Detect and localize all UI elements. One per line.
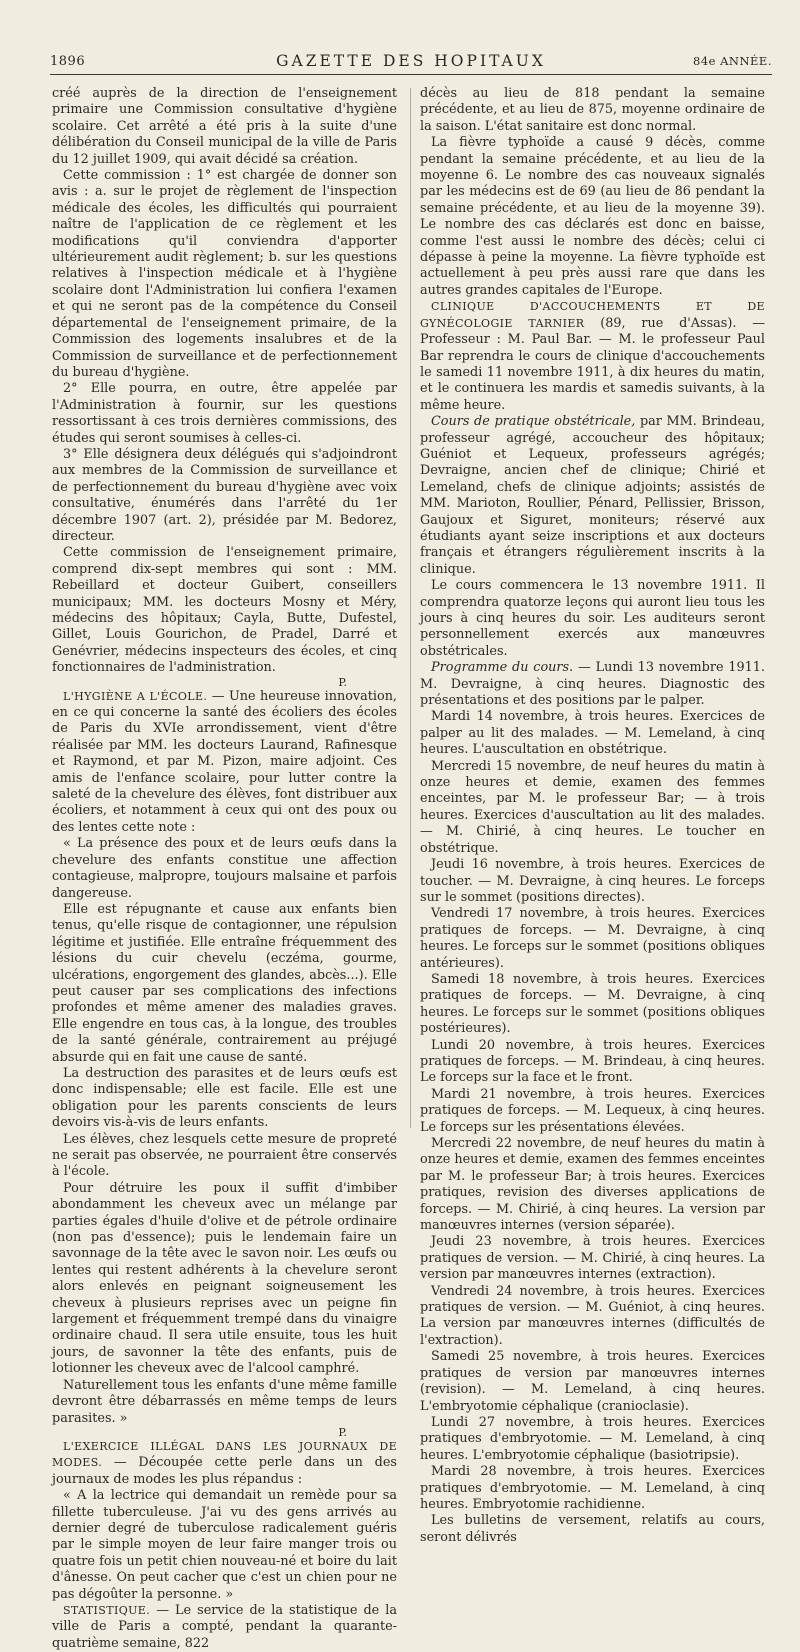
paragraph: Mardi 21 novembre, à trois heures. Exercices pratiques de forceps. — M. Lequeux, à cinq heures. Le forceps sur les présentations élevées. [420,1086,765,1135]
running-header [50,50,772,75]
paragraph: Pour détruire les poux il suffit d'imbiber abondamment les cheveux avec un mélange par parties égales d'huile d'olive et de pétrole ordinaire (non pas d'essence); puis le lendemain faire un savonnage de la tête avec le savon noir. Les œufs ou lentes qui restent adhérents à la chevelure seront alors enlevés en peignant soigneusement les cheveux à plusieurs reprises avec un peigne fin largement et fréquemment trempé dans du vinaigre ordinaire chaud. Il sera utile ensuite, tous les huit jours, de savonner la tête des enfants, puis de lotionner les cheveux avec de l'alcool camphré. [52,1180,397,1377]
signature-initial: P. [338,675,347,689]
paragraph: Les bulletins de versement, relatifs au cours, seront délivrés [420,1513,765,1545]
paragraph: Cette commission : 1° est chargée de donner son avis : a. sur le projet de règlement de l'inspection médicale des écoles, les difficultés qui pourraient naître de l'application de ce règlement et les modifications qu'il conviendra d'apporter ultérieurement audit règlement; b. sur les questions relatives à l'inspection médicale et à l'hygiène scolaire dont l'Administration lui confiera l'examen et qui ne seront pas de la compétence du Conseil départemental de l'enseignement primaire, de la Commission des logements insalubres et de la Commission de surveillance et de perfectionnement du bureau d'hygiène. [52,168,397,380]
paragraph-text: — Lundi 13 novembre 1911. M. Devraigne, à cinq heures. Diagnostic des présentations et des positions par le palper. [420,660,765,709]
paragraph: « La présence des poux et de leurs œufs dans la chevelure des enfants constitue une affection contagieuse, malpropre, toujours malsaine et parfois dangereuse. [52,836,397,901]
section-hygiene-ecole [52,689,397,837]
section-text: — Découpée cette perle dans un des journaux de modes les plus répandus : [52,1455,397,1487]
paragraph: Le cours commencera le 13 novembre 1911. Il comprendra quatorze leçons qui auront lieu tous les jours à cinq heures du soir. Les auditeurs seront personnellement exercés aux manœuvres obstétricales. [420,578,765,659]
section-heading: STATISTIQUE. [63,1603,151,1617]
paragraph: Mercredi 15 novembre, de neuf heures du matin à onze heures et demie, examen des femmes enceintes, par M. le professeur Bar; — à trois heures. Exercices d'auscultation au lit des malades. — M. Chirié, à cinq heures. Le toucher en obstétrique. [420,758,765,856]
section-heading: CLINIQUE D'ACCOUCHEMENTS ET DE GYNÉCOLOGIE TARNIER [420,300,765,330]
paragraph: Elle est répugnante et cause aux enfants bien tenus, qu'elle risque de contagionner, une répulsion légitime et justifiée. Elle entraîne fréquemment des lésions du cuir chevelu (eczéma, gourme, ulcérations, engorgement des glandes, abcès...). Elle peut causer par ses complications des infections profondes et même amener des maladies graves. Elle engendre en tous cas, à la longue, des troubles de la santé générale, contrairement au préjugé absurde qui en fait une cause de santé. [52,901,397,1065]
italic-lead: Cours de pratique obstétricale, [431,414,636,430]
italic-lead: Programme du cours. [431,660,574,676]
page-number: 1896 [50,54,86,69]
journal-title: GAZETTE DES HOPITAUX [276,52,546,70]
column-rule [410,88,411,1128]
paragraph: décès au lieu de 818 pendant la semaine précédente, et au lieu de 875, moyenne ordinaire de la saison. L'état sanitaire est donc normal. [420,86,765,134]
section-exercice-illegal [52,1439,397,1488]
left-column [52,86,397,1652]
paragraph: créé auprès de la direction de l'enseignement primaire une Commission consultative d'hygiène scolaire. Cet arrêté a été pris à la suite d'une délibération du Conseil municipal de la ville de Paris du 12 juillet 1909, qui avait décidé sa création. [52,86,397,167]
paragraph: La fièvre typhoïde a causé 9 décès, comme pendant la semaine précédente, et au lieu de la moyenne 6. Le nombre des cas nouveaux signalés par les médecins est de 69 (au lieu de 86 pendant la semaine précédente, et au lieu de la moyenne 39). Le nombre des cas déclarés est donc en baisse, comme l'est aussi le nombre des décès; celui ci dépasse à peine la moyenne. La fièvre typhoïde est actuellement à peu près aussi rare que dans les autres grandes capitales de l'Europe. [420,135,765,298]
paragraph: Naturellement tous les enfants d'une même famille devront être débarrassés en même temps de leurs parasites. » [52,1377,397,1426]
section-text: — Une heureuse innovation, en ce qui concerne la santé des écoliers des écoles de Paris du XVIe arrondissement, vient d'être réalisée par MM. les docteurs Laurand, Rafinesque et Raymond, et par M. Pizon, maire adjoint. Ces amis de l'enfance scolaire, pour lutter contre la saleté de la chevelure des élèves, font distribuer aux écoliers, et notamment à ceux qui ont des poux ou des lentes cette note : [52,688,398,835]
section-heading: L'EXERCICE ILLÉGAL DANS LES JOURNAUX DE MODES. [52,1439,397,1470]
paragraph: Mercredi 22 novembre, de neuf heures du matin à onze heures et demie, examen des femmes enceintes par M. le professeur Bar; à trois heures. Exercices pratiques, revision des diverses applications de forceps. — M. Chirié, à cinq heures. La version par manœuvres internes (version séparée). [420,1136,765,1234]
paragraph: « A la lectrice qui demandait un remède pour sa fillette tuberculeuse. J'ai vu des gens arrivés au dernier degré de tuberculose radicalement guéris par le simple moyen de leur faire manger trois ou quatre fois un petit chien nouveau-né et boire du lait d'ânesse. On peut cacher que c'est un chien pour ne pas dégoûter la personne. » [52,1488,397,1602]
paragraph: Lundi 27 novembre, à trois heures. Exercices pratiques d'embryotomie. — M. Lemeland, à cinq heures. L'embryotomie céphalique (basiotripsie). [420,1414,765,1463]
paragraph: Jeudi 23 novembre, à trois heures. Exercices pratiques de version. — M. Chirié, à cinq heures. La version par manœuvres internes (extraction). [420,1234,765,1283]
paragraph [420,660,765,709]
paragraph: Samedi 18 novembre, à trois heures. Exercices pratiques de forceps. — M. Devraigne, à cinq heures. Le forceps sur le sommet (positions obliques postérieures). [420,971,765,1037]
paragraph: Vendredi 17 novembre, à trois heures. Exercices pratiques de forceps. — M. Devraigne, à cinq heures. Le forceps sur le sommet (positions obliques antérieures). [420,906,765,971]
section-text: (89, rue d'Assas). — Professeur : M. Paul Bar. — M. le professeur Paul Bar reprendra le cours de clinique d'accouchements le samedi 11 novembre 1911, à dix heures du matin, et le continuera les mardis et samedis suivants, à la même heure. [420,315,765,413]
signature-initial: P. [338,1425,347,1439]
paragraph: Lundi 20 novembre, à trois heures. Exercices pratiques de forceps. — M. Brindeau, à cinq heures. Le forceps sur la face et le front. [420,1037,765,1086]
section-heading: L'HYGIÈNE A L'ÉCOLE. [63,689,208,703]
paragraph: Cette commission de l'enseignement primaire, comprend dix-sept membres qui sont : MM. Rebeillard et docteur Guibert, conseillers municipaux; MM. les docteurs Mosny et Méry, médecins des hôpitaux; Cayla, Butte, Dufestel, Gillet, Louis Gourichon, de Pradel, Darré et Genévrier, médecins inspecteurs des écoles, et cinq fonctionnaires de l'administration. [52,545,397,676]
paragraph-text: par MM. Brindeau, professeur agrégé, accoucheur des hôpitaux; Guéniot et Lequeux, professeurs agrégés; Devraigne, ancien chef de clinique; Chirié et Lemeland, chefs de clinique adjoints; assistés de MM. Marioton, Roullier, Pénard, Pellissier, Brisson, Gaujoux et Siguret, moniteurs; réservé aux étudiants ayant seize inscriptions et aux docteurs français et étrangers régulièrement inscrits à la clinique. [420,414,765,577]
paragraph [420,414,765,578]
section-statistique [52,1603,397,1652]
paragraph: La destruction des parasites et de leurs œufs est donc indispensable; elle est facile. Elle est une obligation pour les parents conscients de leurs devoirs vis-à-vis de leurs enfants. [52,1065,397,1131]
paragraph: Samedi 25 novembre, à trois heures. Exercices pratiques de version par manœuvres internes (revision). — M. Lemeland, à cinq heures. L'embryotomie céphalique (cranioclasie). [420,1349,765,1414]
paragraph: Mardi 14 novembre, à trois heures. Exercices de palper au lit des malades. — M. Lemeland, à cinq heures. L'auscultation en obstétrique. [420,709,765,758]
section-text: — Le service de la statistique de la ville de Paris a compté, pendant la quarante-quatrième semaine, 822 [52,1602,397,1651]
paragraph: 2° Elle pourra, en outre, être appelée par l'Administration à fournir, sur les questions ressortissant à ces trois dernières commissions, des études qui seront soumises à celles-ci. [52,381,397,446]
paragraph: Mardi 28 novembre, à trois heures. Exercices pratiques d'embryotomie. — M. Lemeland, à cinq heures. Embryotomie rachidienne. [420,1464,765,1512]
paragraph: Les élèves, chez lesquels cette mesure de propreté ne serait pas observée, ne pourraient être conservés à l'école. [52,1131,397,1180]
right-column [420,86,765,1546]
year-label: 84e ANNÉE. [693,54,772,68]
paragraph: 3° Elle désignera deux délégués qui s'adjoindront aux membres de la Commission de surveillance et de perfectionnement du bureau d'hygiène avec voix consultative, énumérés dans l'arrêté du 1er décembre 1907 (art. 2), présidée par M. Bedorez, directeur. [52,446,397,544]
paragraph: Vendredi 24 novembre, à trois heures. Exercices pratiques de version. — M. Guéniot, à cinq heures. La version par manœuvres internes (difficultés de l'extraction). [420,1283,765,1348]
section-clinique-tarnier [420,299,765,414]
paragraph: Jeudi 16 novembre, à trois heures. Exercices de toucher. — M. Devraigne, à cinq heures. Le forceps sur le sommet (positions directes). [420,857,765,905]
